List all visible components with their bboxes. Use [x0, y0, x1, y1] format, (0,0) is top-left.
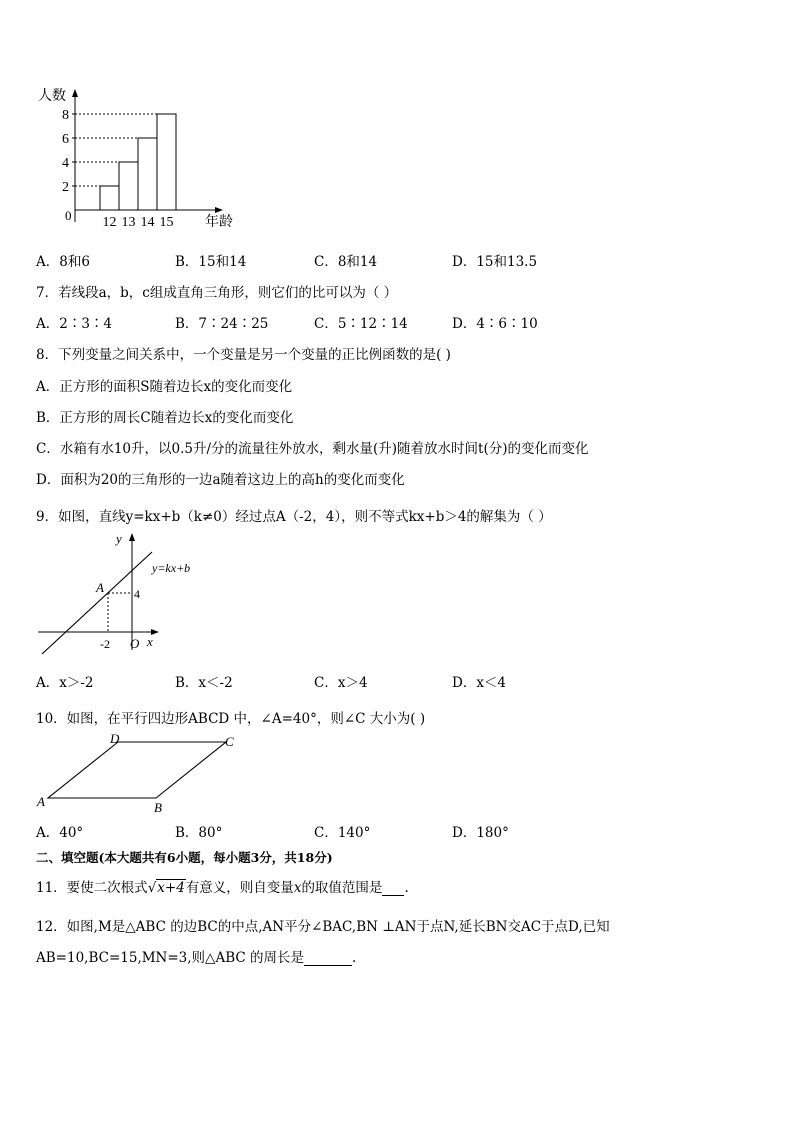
vertex-a-label: A: [37, 794, 45, 809]
x-axis-label: 年龄: [205, 215, 233, 230]
q12-answer-blank[interactable]: [304, 951, 352, 966]
sqrt-sign-icon: √: [147, 880, 157, 896]
q9-option-a[interactable]: A．x＞-2: [36, 675, 94, 691]
q9-y-label: y: [116, 531, 122, 546]
q9-line-label: y=kx+b: [152, 561, 191, 575]
section-2-heading: 二、填空题(本大题共有6小题，每小题3分，共18分): [36, 850, 333, 865]
q9-line-graph: [34, 530, 234, 660]
x-tick-label-12: 12: [102, 215, 117, 230]
q8-option-b[interactable]: B．正方形的周长C随着边长x的变化而变化: [36, 410, 294, 426]
q7-option-d[interactable]: D．4∶6∶10: [452, 316, 538, 332]
y-tick-label-4: 4: [62, 156, 69, 171]
q6-option-d[interactable]: D．15和13.5: [452, 254, 538, 270]
q9-option-c[interactable]: C．x＞4: [314, 675, 368, 691]
q11-text-before: 11．要使二次根式: [36, 880, 148, 896]
x-axis-arrow: [215, 207, 223, 213]
origin-label: 0: [65, 208, 72, 223]
x-tick-label-13: 13: [121, 215, 136, 230]
q11-text-end: .: [404, 880, 409, 896]
q8-stem: 8．下列变量之间关系中，一个变量是另一个变量的正比例函数的是( ): [36, 347, 451, 363]
vertex-b-label: B: [154, 800, 162, 815]
q11-variable: x: [293, 880, 302, 896]
q12-text-end: .: [351, 950, 357, 966]
q6-option-a[interactable]: A．8和6: [36, 254, 90, 270]
q9-y-mark: 4: [134, 587, 140, 601]
q8-option-c[interactable]: C．水箱有水10升，以0.5升/分的流量往外放水，剩水量(升)随着放水时间t(分)的变化而变化: [36, 441, 589, 457]
q7-option-a[interactable]: A．2∶3∶4: [36, 316, 113, 332]
q11-question: [36, 876, 409, 896]
q10-parallelogram: [34, 730, 254, 816]
q7-stem: 7．若线段a，b，c组成直角三角形，则它们的比可以为（ ）: [36, 285, 398, 301]
q11-answer-blank[interactable]: [382, 881, 404, 896]
q9-option-b[interactable]: B．x＜-2: [175, 675, 233, 691]
q9-point-a-label: A: [96, 580, 104, 595]
q9-x-label: x: [147, 634, 153, 649]
q8-option-d[interactable]: D．面积为20的三角形的一边a随着这边上的高h的变化而变化: [36, 472, 405, 488]
q9-option-d[interactable]: D．x＜4: [452, 675, 507, 691]
x-tick-label-15: 15: [159, 215, 174, 230]
y-tick-label-8: 8: [62, 108, 69, 123]
vertex-d-label: D: [110, 731, 120, 746]
q9-origin-label: O: [130, 636, 140, 651]
sqrt-expression: [148, 880, 186, 896]
y-axis-label: 人数: [38, 89, 66, 104]
q10-option-a[interactable]: A．40°: [36, 825, 84, 841]
bar-age-14: [138, 138, 157, 210]
q8-option-a[interactable]: A．正方形的面积S随着边长x的变化而变化: [36, 379, 293, 395]
q10-option-b[interactable]: B．80°: [175, 825, 223, 841]
q11-text-middle: 有意义，则自变量: [185, 880, 294, 896]
q9-stem: 9．如图，直线y=kx+b（k≠0）经过点A（-2，4），则不等式kx+b＞4的解集为（ ）: [36, 509, 552, 525]
q6-option-c[interactable]: C．8和14: [314, 254, 378, 270]
age-bar-chart: [30, 84, 260, 234]
q9-x-mark: -2: [100, 637, 110, 651]
q10-option-c[interactable]: C．140°: [314, 825, 371, 841]
x-tick-label-14: 14: [140, 215, 155, 230]
q11-text-after: 的取值范围是: [301, 880, 383, 896]
q12-line-2: [36, 946, 356, 966]
q10-stem: 10．如图，在平行四边形ABCD 中，∠A=40°，则∠C 大小为( ): [36, 711, 426, 727]
y-tick-label-2: 2: [62, 180, 69, 195]
bar-age-15: [157, 114, 176, 210]
bar-age-13: [119, 162, 138, 210]
q10-option-d[interactable]: D．180°: [452, 825, 509, 841]
q7-option-c[interactable]: C．5∶12∶14: [314, 316, 408, 332]
q6-option-b[interactable]: B．15和14: [175, 254, 247, 270]
bar-age-12: [100, 186, 119, 210]
sqrt-radicand: x+4: [157, 880, 185, 896]
q9-y-axis-arrow: [129, 533, 135, 541]
q7-option-b[interactable]: B．7∶24∶25: [175, 316, 269, 332]
parallelogram-abcd: [48, 742, 226, 798]
y-axis-arrow: [72, 89, 78, 97]
vertex-c-label: C: [225, 734, 234, 749]
q12-line-1: 12．如图,M是△ABC 的边BC的中点,AN平分∠BAC,BN ⊥AN于点N,延长BN交AC于点D,已知: [36, 919, 610, 935]
q12-text: AB=10,BC=15,MN=3,则△ABC 的周长是: [36, 950, 304, 966]
y-tick-label-6: 6: [62, 132, 69, 147]
